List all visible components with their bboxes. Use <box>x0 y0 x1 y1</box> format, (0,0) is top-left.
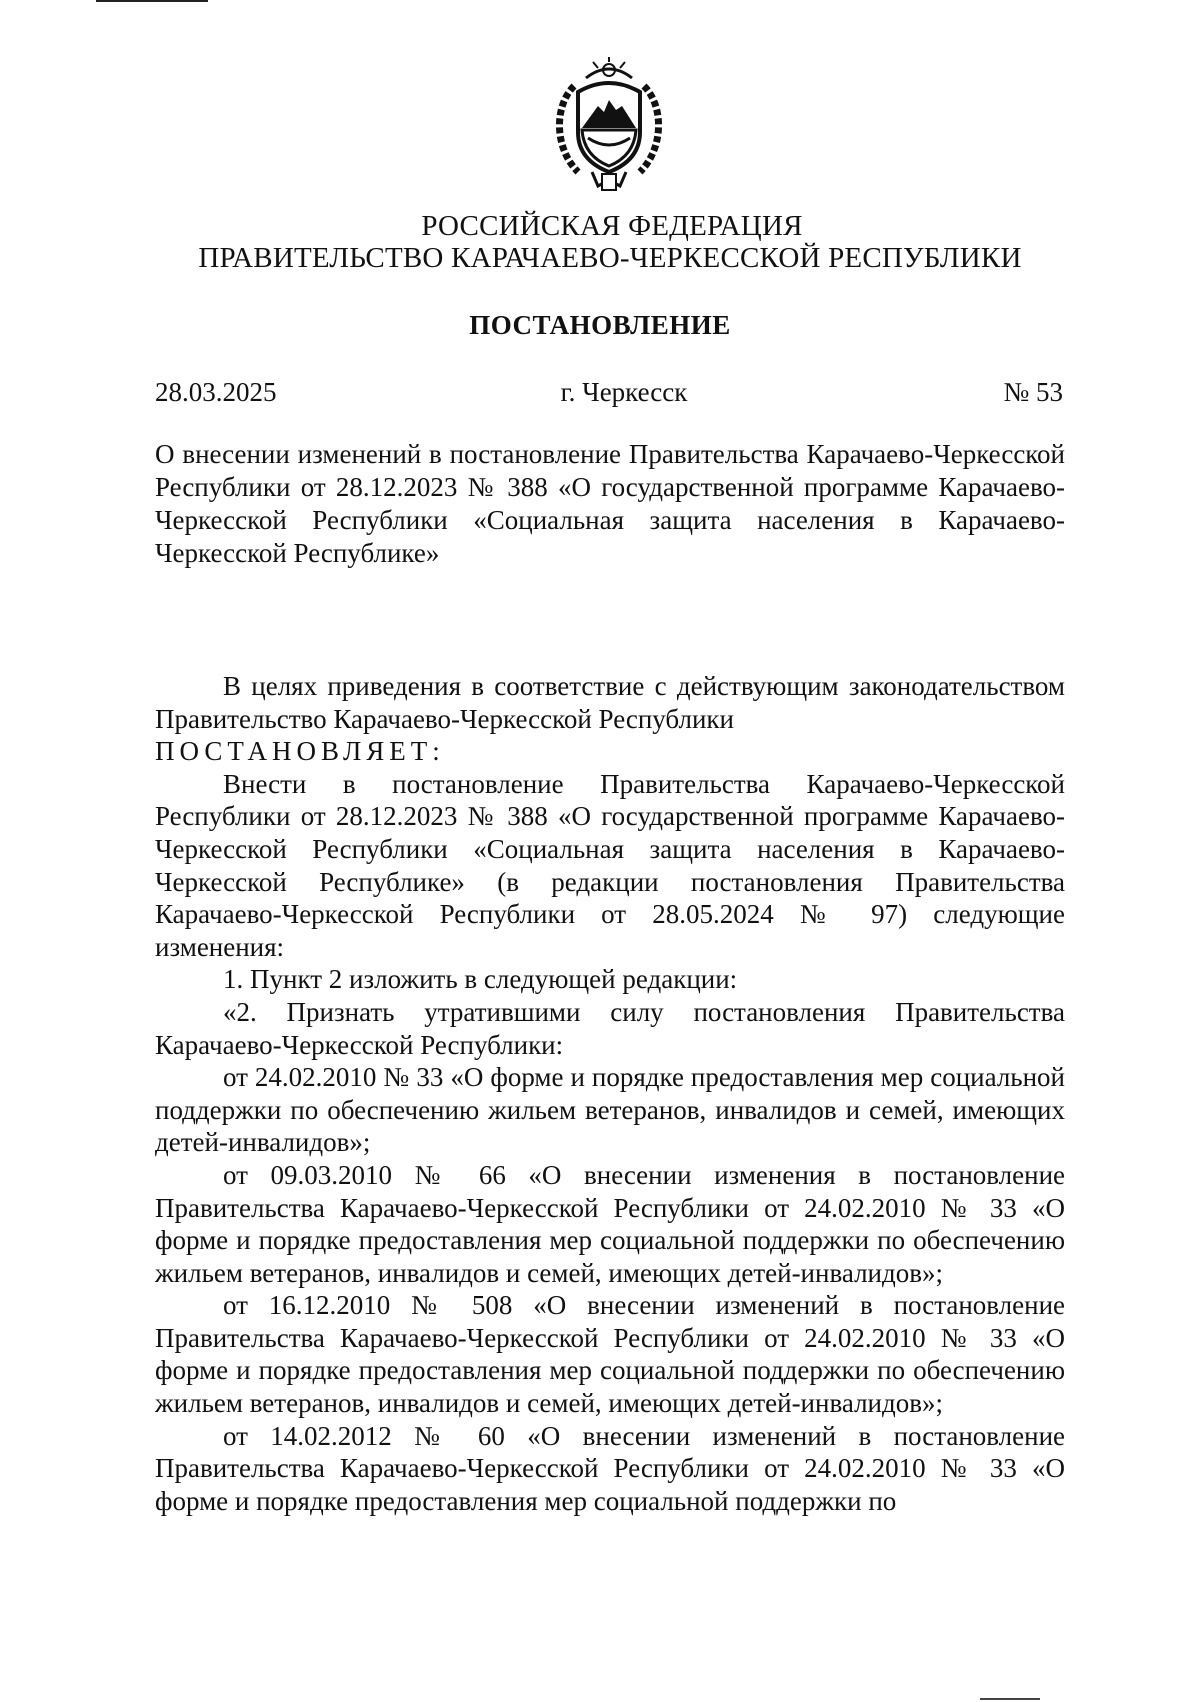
document-city: г. Черкесск <box>560 377 688 407</box>
header-country: РОССИЙСКАЯ ФЕДЕРАЦИЯ <box>421 210 803 242</box>
header-government: ПРАВИТЕЛЬСТВО КАРАЧАЕВО-ЧЕРКЕССКОЙ РЕСПУБЛИКИ <box>198 242 1022 274</box>
scan-mark-bottom <box>980 1698 1040 1700</box>
document-body <box>155 670 1065 1517</box>
coat-of-arms-icon <box>548 56 670 194</box>
document-title: О внесении изменений в постановление Правительства Карачаево-Черкесской Республики от 28.12.2023 № 388 «О государственной программе Карачаево-Черкесской Республики «Социальная защита населения в Карачаево-Черкесской Республике» <box>155 439 1065 568</box>
scan-mark-top <box>96 0 208 2</box>
body-paragraph: от 09.03.2010 № 66 «О внесении изменения в постановление Правительства Карачаево-Черкесской Республики от 24.02.2010 № 33 «О форме и порядке предоставления мер социальной поддержки по обеспечению жильем ветеранов, инвалидов и семей, имеющих детей-инвалидов»; <box>155 1159 1065 1288</box>
body-paragraph: «2. Признать утратившими силу постановления Правительства Карачаево-Черкесской Республики: <box>155 996 1065 1060</box>
document-number: № 53 <box>1003 377 1063 407</box>
body-paragraph: от 16.12.2010 № 508 «О внесении изменений в постановление Правительства Карачаево-Черкесской Республики от 24.02.2010 № 33 «О форме и порядке предоставления мер социальной поддержки по обеспечению жильем ветеранов, инвалидов и семей, имеющих детей-инвалидов»; <box>155 1290 1065 1419</box>
preamble: В целях приведения в соответствие с действующим законодательством Правительство Карачаево-Черкесской Республики <box>155 671 1065 734</box>
body-paragraph: 1. Пункт 2 изложить в следующей редакции: <box>223 964 738 995</box>
body-paragraph: от 14.02.2012 № 60 «О внесении изменений в постановление Правительства Карачаево-Черкесской Республики от 24.02.2010 № 33 «О форме и порядке предоставления мер социальной поддержки по <box>155 1420 1065 1516</box>
document-date: 28.03.2025 <box>155 377 277 407</box>
decree-word: ПОСТАНОВЛЯЕТ: <box>155 736 445 767</box>
body-paragraph: Внести в постановление Правительства Карачаево-Черкесской Республики от 28.12.2023 № 388 «О государственной программе Карачаево-Черкесской Республики «Социальная защита населения в Карачаево-Черкесской Республике» (в редакции постановления Правительства Карачаево-Черкесской Республики от 28.05.2024 № 97) следующие изменения: <box>155 768 1065 962</box>
document-type: ПОСТАНОВЛЕНИЕ <box>469 310 731 340</box>
body-paragraph: от 24.02.2010 № 33 «О форме и порядке предоставления мер социальной поддержки по обеспечению жильем ветеранов, инвалидов и семей, имеющих детей-инвалидов»; <box>155 1062 1065 1158</box>
